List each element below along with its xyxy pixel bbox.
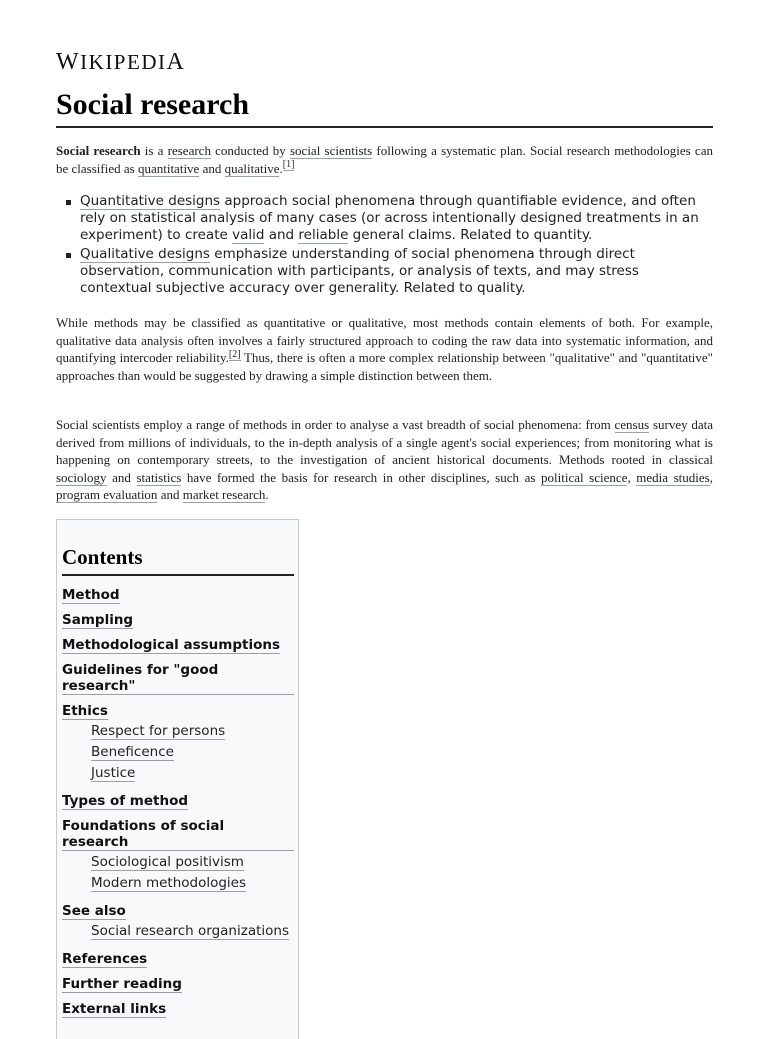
toc-subitem [91, 721, 294, 742]
lead-bold-term: Social research [56, 143, 141, 158]
lead-paragraph [56, 142, 713, 177]
toc-subitem [91, 852, 294, 873]
toc-subitem [91, 873, 294, 894]
link-valid[interactable]: valid [232, 227, 265, 243]
paragraph-text: , [627, 469, 637, 485]
toc-item [62, 584, 294, 609]
link-quantitative-designs[interactable]: Quantitative designs [80, 193, 221, 209]
toc-link-beneficence[interactable]: Beneficence [91, 744, 174, 760]
toc-link-respect-for-persons[interactable]: Respect for persons [91, 723, 226, 739]
paragraph-text: While methods may be classified as quantitative or qualitative, most methods contain elements of both. For example, qualitative data analysis often involves a fairly structured approach to coding the raw data into systematic information, and quantifying intercoder reliability. [56, 315, 713, 366]
toc-item [62, 815, 294, 894]
toc-item [62, 609, 294, 634]
toc-link-justice[interactable]: Justice [91, 765, 136, 781]
link-social-scientists[interactable]: social scientists [289, 143, 373, 158]
design-list [56, 193, 713, 299]
lead-text: is a [140, 143, 168, 158]
body-paragraph-3 [56, 416, 713, 504]
toc-link-external-links[interactable]: External links [62, 1001, 167, 1017]
lead-text: and [199, 160, 225, 176]
toc-link-methodological-assumptions[interactable]: Methodological assumptions [62, 637, 281, 653]
toc-item [62, 900, 294, 942]
toc-title: Contents [62, 544, 294, 576]
toc-item [62, 998, 294, 1023]
toc-subitem [91, 742, 294, 763]
toc-subitem [91, 921, 294, 942]
toc-link-modern-methodologies[interactable]: Modern methodologies [91, 875, 247, 891]
paragraph-text: and [106, 469, 137, 485]
list-item [56, 246, 713, 297]
link-qualitative-designs[interactable]: Qualitative designs [80, 246, 210, 262]
list-text: general claims. Related to quantity. [348, 227, 593, 243]
link-reliable[interactable]: reliable [298, 227, 349, 243]
toc-link-sociological-positivism[interactable]: Sociological positivism [91, 854, 244, 870]
link-sociology[interactable]: sociology [56, 469, 107, 485]
paragraph-text: , [709, 469, 713, 485]
citation-1[interactable]: [1] [282, 159, 295, 171]
toc-sublist [62, 852, 294, 894]
toc-item [62, 790, 294, 815]
link-program-evaluation[interactable]: program evaluation [56, 487, 158, 503]
link-political-science[interactable]: political science [541, 469, 628, 485]
paragraph-text: have formed the basis for research in other disciplines, such as [181, 469, 541, 485]
paragraph-text: . [265, 487, 269, 503]
toc-item [62, 700, 294, 784]
wordmark-middle: IKIPEDI [80, 50, 167, 74]
table-of-contents [56, 519, 299, 1039]
lead-text: following a systematic plan. Social research methodologies can be classified as [56, 143, 713, 176]
link-census[interactable]: census [614, 417, 650, 432]
toc-sublist [62, 921, 294, 942]
toc-link-further-reading[interactable]: Further reading [62, 976, 182, 992]
body-paragraph-2 [56, 314, 713, 384]
lead-text: . [279, 160, 283, 176]
toc-link-guidelines[interactable]: Guidelines for "good research" [62, 662, 294, 695]
paragraph-text: Social scientists employ a range of methods in order to analyse a vast breadth of social phenomena: from [56, 417, 615, 432]
page-title: Social research [56, 86, 713, 128]
toc-link-see-also[interactable]: See also [62, 903, 126, 919]
list-text: emphasize understanding of social phenomena through direct observation, communication with participants, or analysis of texts, and may stress contextual subjective accuracy over generality. Related to quality. [80, 246, 639, 296]
toc-link-types-of-method[interactable]: Types of method [62, 793, 189, 809]
toc-link-foundations[interactable]: Foundations of social research [62, 818, 294, 851]
list-text: and [264, 227, 299, 243]
link-research[interactable]: research [167, 143, 211, 158]
toc-item [62, 634, 294, 659]
toc-link-social-research-organizations[interactable]: Social research organizations [91, 923, 289, 939]
paragraph-text: and [157, 487, 183, 503]
paragraph-text: survey data derived from millions of individuals, to the in-depth analysis of a single agent's social experiences; from monitoring what is happening on contemporary streets, to the investigation of ancient historical documents. Methods rooted in classical [56, 417, 714, 468]
toc-link-method[interactable]: Method [62, 587, 120, 603]
link-quantitative[interactable]: quantitative [137, 160, 200, 176]
wikipedia-wordmark[interactable] [56, 49, 185, 76]
link-statistics[interactable]: statistics [136, 469, 182, 485]
lead-text: conducted by [210, 143, 290, 158]
list-item [56, 193, 713, 244]
toc-sublist [62, 721, 294, 784]
citation-2[interactable]: [2] [228, 348, 241, 360]
toc-link-ethics[interactable]: Ethics [62, 703, 108, 719]
link-qualitative[interactable]: qualitative [224, 160, 280, 176]
toc-link-sampling[interactable]: Sampling [62, 612, 134, 628]
link-market-research[interactable]: market research [182, 487, 266, 503]
toc-item [62, 973, 294, 998]
toc-subitem [91, 763, 294, 784]
paragraph-text: Thus, there is often a more complex relationship between "qualitative" and "quantitative" approaches than would be suggested by drawing a simple distinction between them. [56, 350, 713, 383]
link-media-studies[interactable]: media studies [636, 469, 710, 485]
list-text: approach social phenomena through quantifiable evidence, and often rely on statistical analysis of many cases (or across intentionally designed treatments in an experiment) to create [80, 193, 699, 243]
toc-list [62, 584, 294, 1023]
toc-item [62, 659, 294, 700]
toc-item [62, 948, 294, 973]
toc-link-references[interactable]: References [62, 951, 148, 967]
wordmark-final: A [166, 49, 186, 75]
wordmark-initial: W [56, 49, 81, 75]
